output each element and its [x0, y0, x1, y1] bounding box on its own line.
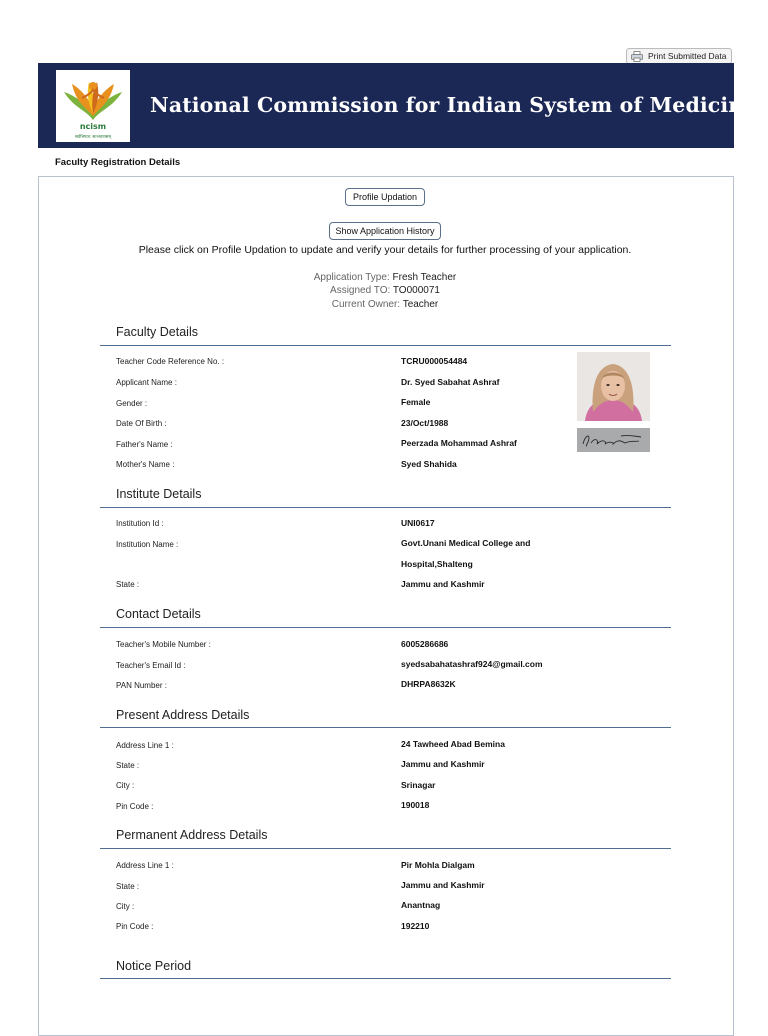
dob-value: 23/Oct/1988 — [401, 418, 449, 428]
instruction-text: Please click on Profile Updation to update and verify your details for further processing of your application. — [138, 244, 632, 256]
ncism-emblem — [56, 70, 130, 142]
field-label: Applicant Name : — [116, 378, 177, 387]
field-label: City : — [116, 902, 135, 911]
field-label: PAN Number : — [116, 681, 167, 690]
field-label: Teacher's Email Id : — [116, 661, 186, 670]
field-label: Address Line 1 : — [116, 741, 174, 750]
field-label: State : — [116, 882, 140, 891]
field-label: Date Of Birth : — [116, 419, 167, 428]
current-owner: Current Owner: Teacher — [331, 299, 439, 310]
application-type: Application Type: Fresh Teacher — [313, 272, 457, 283]
institute-state-value: Jammu and Kashmir — [401, 579, 485, 589]
contact-details-heading: Contact Details — [116, 607, 201, 621]
print-label: Print Submitted Data — [648, 51, 727, 61]
divider — [100, 727, 671, 728]
faculty-details-heading: Faculty Details — [116, 325, 198, 339]
permanent-city-value: Anantnag — [401, 900, 441, 910]
field-label: Teacher Code Reference No. : — [116, 357, 225, 366]
father-name-value: Peerzada Mohammad Ashraf — [401, 438, 517, 448]
logo-text: ncism — [79, 122, 107, 131]
signature-text: S.Sabahat — [577, 428, 582, 429]
assigned-to: Assigned TO: TO000071 — [330, 285, 440, 296]
printer-icon — [631, 51, 643, 62]
permanent-pin-value: 192210 — [401, 921, 430, 931]
field-label: Pin Code : — [116, 922, 154, 931]
field-label: Institution Name : — [116, 540, 179, 549]
page-title: National Commission for Indian System of Medicine — [150, 93, 757, 117]
field-label: Gender : — [116, 399, 148, 408]
profile-updation-button[interactable]: Profile Updation — [345, 188, 425, 206]
field-label: Pin Code : — [116, 802, 154, 811]
mother-name-value: Syed Shahida — [401, 459, 457, 469]
field-label: Mother's Name : — [116, 460, 175, 469]
field-label: State : — [116, 580, 140, 589]
applicant-signature — [577, 428, 650, 452]
section-caption: Faculty Registration Details — [55, 157, 181, 168]
field-label: State : — [116, 761, 140, 770]
permanent-state-value: Jammu and Kashmir — [401, 880, 485, 890]
field-label: Institution Id : — [116, 519, 164, 528]
teacher-code-value: TCRU000054484 — [401, 356, 468, 366]
gender-value: Female — [401, 397, 431, 407]
present-state-value: Jammu and Kashmir — [401, 759, 485, 769]
pan-value: DHRPA8632K — [401, 679, 456, 689]
present-city-value: Srinagar — [401, 780, 436, 790]
divider — [100, 848, 671, 849]
permanent-address-heading: Permanent Address Details — [116, 828, 268, 842]
permanent-address-line1-value: Pir Mohla Dialgam — [401, 860, 475, 870]
field-label: Address Line 1 : — [116, 861, 174, 870]
present-address-heading: Present Address Details — [116, 708, 250, 722]
divider — [100, 345, 671, 346]
email-value: syedsabahatashraf924@gmail.com — [401, 659, 543, 669]
ncism-logo — [56, 70, 130, 142]
field-label: Teacher's Mobile Number : — [116, 640, 211, 649]
print-submitted-data-button[interactable] — [626, 48, 732, 64]
present-address-line1-value: 24 Tawheed Abad Bemina — [401, 739, 505, 749]
institution-name-value: Govt.Unani Medical College and — [401, 538, 531, 548]
institution-name-value-line2: Hospital,Shalteng — [401, 559, 473, 569]
institution-id-value: UNI0617 — [401, 518, 435, 528]
applicant-photo — [577, 352, 650, 421]
divider — [100, 507, 671, 508]
mobile-value: 6005286686 — [401, 639, 449, 649]
divider — [100, 978, 671, 979]
field-label: City : — [116, 781, 135, 790]
logo-tagline: सर्वभिषज: सत्भवन्तसम् — [74, 134, 112, 139]
show-application-history-button[interactable]: Show Application History — [329, 222, 441, 240]
divider — [100, 627, 671, 628]
institute-details-heading: Institute Details — [116, 487, 202, 501]
applicant-name-value: Dr. Syed Sabahat Ashraf — [401, 377, 500, 387]
field-label: Father's Name : — [116, 440, 173, 449]
notice-period-heading: Notice Period — [116, 959, 192, 973]
present-pin-value: 190018 — [401, 800, 430, 810]
